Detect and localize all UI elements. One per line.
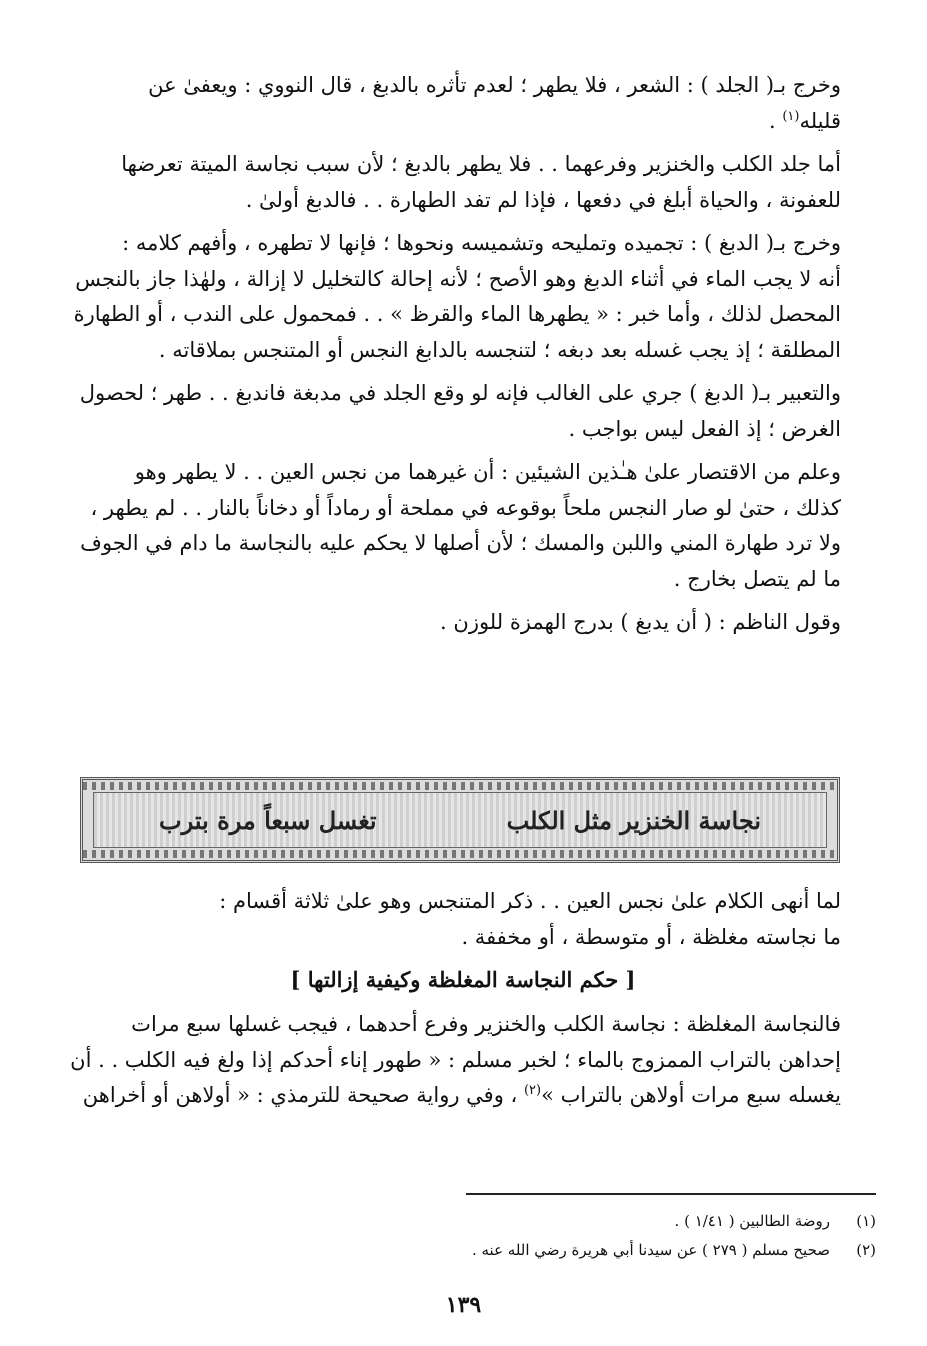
paragraph-8 <box>50 1007 876 1114</box>
text-line: الغرض ؛ إذ الفعل ليس بواجب . <box>568 416 841 441</box>
text-line: والتعبير بـ( الدبغ ) جري على الغالب فإنه لو وقع الجلد في مدبغة فاندبغ . . طهر ؛ لحصول <box>79 381 841 405</box>
text-line: وخرج بـ( الجلد ) : الشعر ، فلا يطهر ؛ لعدم تأثره بالدبغ ، قال النووي : ويعفىٰ عن <box>148 73 841 97</box>
paragraph-2 <box>50 147 876 218</box>
text-line: للعفونة ، والحياة أبلغ في دفعها ، فإذا لم تفد الطهارة . . فالدبغ أولىٰ . <box>245 187 841 212</box>
paragraph-7 <box>50 884 876 955</box>
paragraph-4 <box>50 376 876 447</box>
paragraph-1 <box>50 68 876 139</box>
section-heading: [ حكم النجاسة المغلظة وكيفية إزالتها ] <box>290 967 636 992</box>
text-line: وقول الناظم : ( أن يدبغ ) بدرج الهمزة للوزن . <box>440 610 841 634</box>
verse-right-hemistich: نجاسة الخنزير مثل الكلب <box>506 805 762 835</box>
footnote-ref: (١) <box>782 108 800 124</box>
text-line: المحصل لذلك ، وأما خبر : « يطهرها الماء والقرظ » . . فمحمول على الندب ، أو الطهارة <box>73 302 841 326</box>
text-line: أنه لا يجب الماء في أثناء الدبغ وهو الأصح ؛ لأنه إحالة كالتخليل لا إزالة ، ولهٰذا جاز بالنجس <box>75 266 841 291</box>
paragraph-6 <box>50 605 876 641</box>
footnotes <box>400 1207 876 1265</box>
verse-left-hemistich: تغسل سبعاً مرة بترب <box>159 805 377 835</box>
footnote-item <box>400 1207 876 1236</box>
text-fragment: ، وفي رواية صحيحة للترمذي : « أولاهن أو أخراهن <box>82 1083 524 1107</box>
footnote-text: روضة الطالبين ( ١/٤١ ) . <box>674 1212 830 1230</box>
text-line: ولا ترد طهارة المني واللبن والمسك ؛ لأن أصلها لا يحكم عليه بالنجاسة ما دام في الجوف <box>80 531 841 555</box>
page-body <box>50 68 876 649</box>
text-line: كذلك ، حتىٰ لو صار النجس ملحاً بوقوعه في مملحة أو رماداً أو دخاناً بالنار . . لم يطهر ، <box>90 495 841 520</box>
ornament-border-top <box>83 782 837 790</box>
text-line: المطلقة ؛ إذ يجب غسله بعد دبغه ؛ لتنجسه بالدابغ النجس أو المتنجس بملاقاته . <box>158 337 841 362</box>
text-line: ما نجاسته مغلظة ، أو متوسطة ، أو مخففة . <box>461 924 841 949</box>
paragraph-3 <box>50 226 876 368</box>
footnote-number: (١) <box>856 1212 876 1230</box>
page-number: ١٣٩ <box>445 1292 482 1318</box>
footnote-ref: (٢) <box>523 1083 542 1098</box>
footnote-text: صحيح مسلم ( ٢٧٩ ) عن سيدنا أبي هريرة رضي الله عنه . <box>471 1241 830 1259</box>
text-line: وعلم من الاقتصار علىٰ هـٰذين الشيئين : أن غيرهما من نجس العين . . لا يطهر وهو <box>134 460 841 484</box>
footnote-divider <box>466 1193 876 1195</box>
paragraph-5 <box>50 455 876 597</box>
text-line: فالنجاسة المغلظة : نجاسة الكلب والخنزير وفرع أحدهما ، فيجب غسلها سبع مرات <box>131 1012 841 1036</box>
text-line: لما أنهى الكلام علىٰ نجس العين . . ذكر المتنجس وهو علىٰ ثلاثة أقسام : <box>219 889 841 913</box>
text-fragment: . <box>768 108 783 133</box>
text-line <box>50 1078 841 1114</box>
footnote-number: (٢) <box>856 1241 876 1259</box>
text-line: إحداهن بالتراب الممزوج بالماء ؛ لخبر مسلم : « طهور إناء أحدكم إذا ولغ فيه الكلب . . أن <box>70 1047 841 1072</box>
text-fragment: قليله <box>799 108 841 133</box>
text-line: وخرج بـ( الدبغ ) : تجميده وتمليحه وتشميسه ونحوها ؛ فإنها لا تطهره ، وأفهم كلامه : <box>122 231 841 255</box>
verse-panel <box>93 792 827 848</box>
ornament-border-bottom <box>83 850 837 858</box>
footnote-item <box>400 1236 876 1265</box>
page-body-lower <box>50 884 876 1122</box>
text-line <box>50 104 841 140</box>
text-fragment: يغسله سبع مرات أولاهن بالتراب » <box>541 1083 841 1107</box>
text-line: أما جلد الكلب والخنزير وفرعهما . . فلا يطهر بالدبغ ؛ لأن سبب نجاسة الميتة تعرضها <box>121 152 841 176</box>
verse-banner <box>80 777 840 863</box>
text-line: ما لم يتصل بخارج . <box>673 566 841 591</box>
